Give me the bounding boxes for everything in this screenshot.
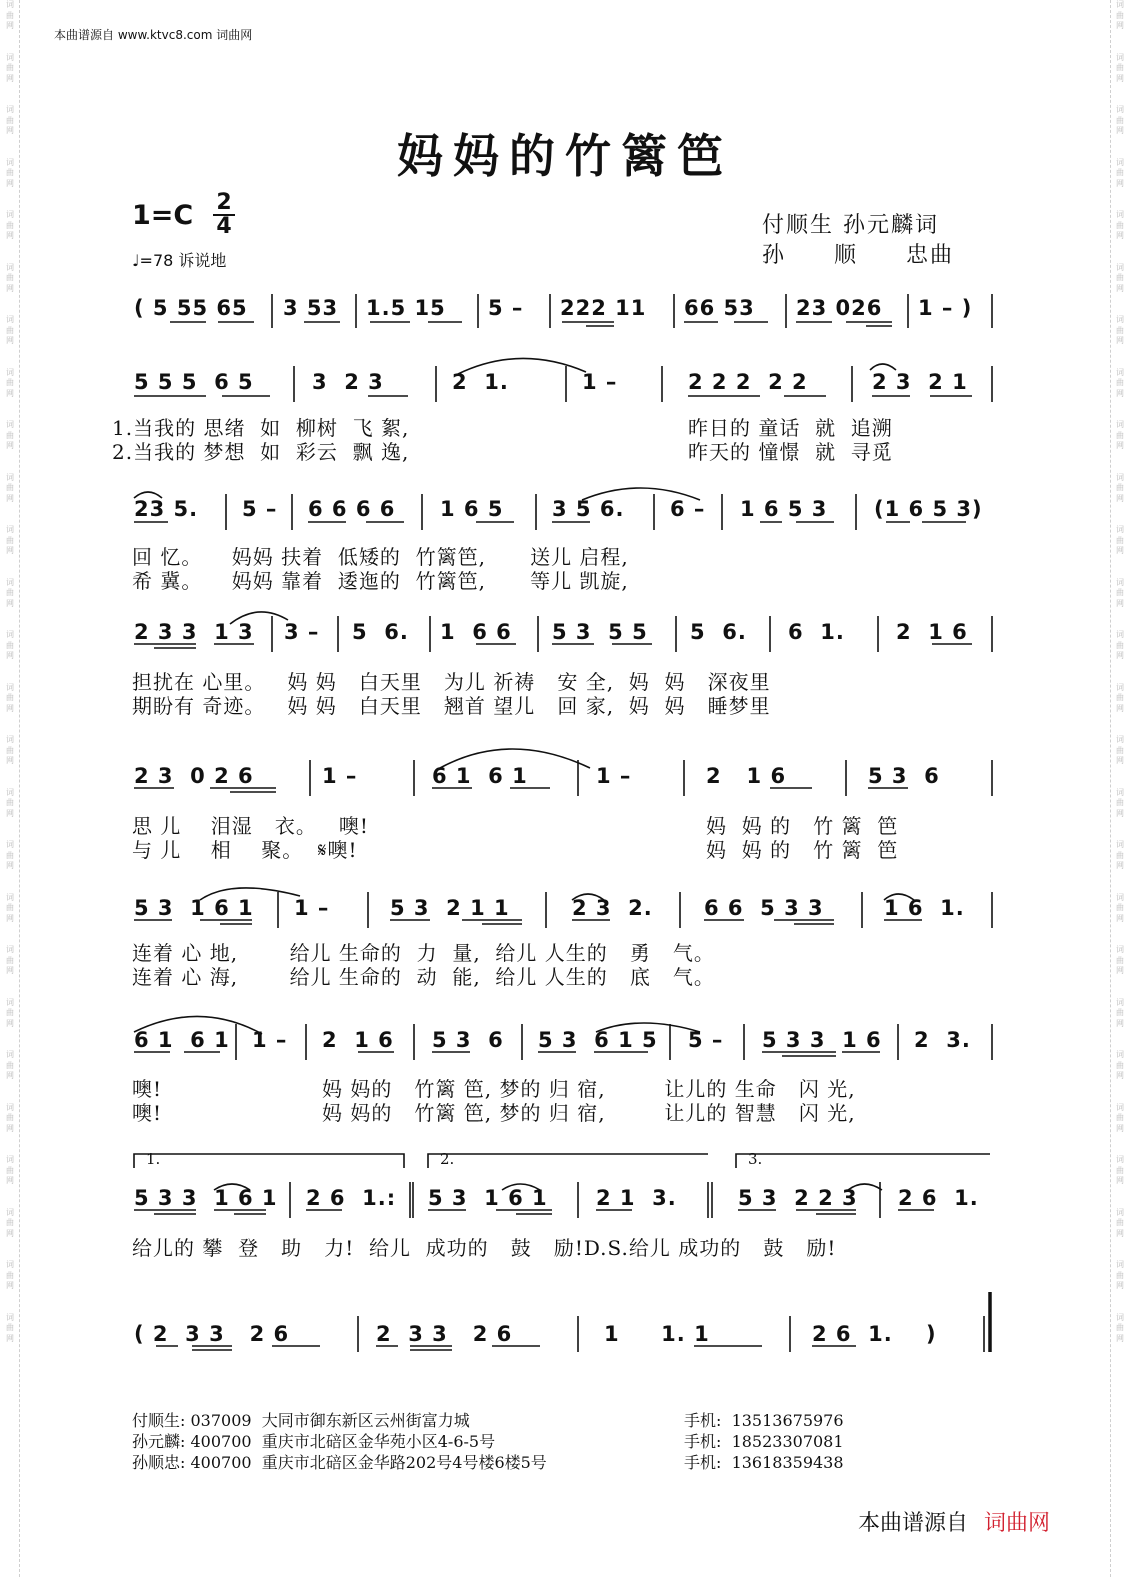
lyric-phrase: 噢! [132,1101,163,1125]
notation-measure: 5 3 1 6 1 [134,896,254,920]
contact-address: 孙元麟: 400700 重庆市北碚区金华苑小区4-6-5号 [132,1432,496,1451]
notation-measure: 3 – [284,620,320,644]
footer-source [858,1506,1050,1537]
composer-credit: 孙 顺 忠曲 [762,243,955,268]
notation-measure: 3 53 [283,296,339,320]
notation-measure: 1.5 15 [366,296,446,320]
lyric-phrase: 给儿的 攀 登 助 力! 给儿 成功的 鼓 励!D.S.给儿 成功的 鼓 励! [132,1236,837,1260]
notation-measure: 1 – ) [918,296,973,320]
lyric-phrase: 思 儿 泪湿 衣。 噢! [132,814,369,838]
lyric-phrase: 妈 妈的 竹篱 笆, 梦的 归 宿, 让儿的 生命 闪 光, [322,1077,856,1101]
footer-source-prefix: 本曲谱源自 [858,1511,969,1536]
notation-measure: 6 6 6 6 [308,497,396,521]
key-signature: 1=C [132,200,194,231]
notation-measure: 1 6 5 [440,497,504,521]
lyric-phrase: 1.当我的 思绪 如 柳树 飞 絮, [112,416,410,440]
notation-measure: 222 11 [560,296,647,320]
notation-measure: 2 3 2. [572,896,653,920]
contact-phone: 手机: 18523307081 [684,1432,844,1451]
notation-measure: 5 6. [690,620,747,644]
notation-measure: 5 6. [352,620,409,644]
notation-measure: 23 026 [796,296,883,320]
notation-measure: 1 – [322,764,358,788]
watermark-strip-left: 词 曲 网 词 曲 网 词 曲 网 词 曲 网 词 曲 网 词 曲 网 词 曲 网 词 曲 网 词 曲 网 词 曲 网 词 曲 网 词 曲 网 词 曲 网 词 曲 网 词 曲 网 词 曲 网 词 曲 网 词 曲 网 词 曲 网 词 曲 网 词 曲 网 词 曲 网 词 曲 网 词 曲 网 词 曲 网 词 曲 网 [1,0,20,1577]
notation-measure: 5 3 3 1 6 [762,1028,882,1052]
notation-measure: 5 – [488,296,524,320]
notation-measure: 2 3 3 2 6 [376,1322,513,1346]
notation-measure: 5 3 2 1 1 [390,896,510,920]
lyric-phrase: 昨日的 童话 就 追溯 [688,416,893,440]
lyric-phrase: 回 忆。 妈妈 扶着 低矮的 竹篱笆, 送儿 启程, [132,545,629,569]
lyric-phrase: 妈 妈的 竹篱 笆, 梦的 归 宿, 让儿的 智慧 闪 光, [322,1101,856,1125]
lyric-phrase: 妈 妈 的 竹 篱 笆 [706,814,899,838]
contact-address: 付顺生: 037009 大同市御东新区云州街富力城 [132,1411,470,1430]
notation-measure: 1 – [582,370,618,394]
notation-measure: 66 53 [684,296,755,320]
notation-measure: 1 6 5 3 [740,497,828,521]
notation-measure: 2 3 3 1 3 [134,620,254,644]
meter-top: 2 [216,190,232,215]
lyric-phrase: 妈 妈 的 竹 篱 笆 [706,838,899,862]
lyric-phrase: 昨天的 憧憬 就 寻觅 [688,440,893,464]
notation-measure: 2 2 2 2 2 [688,370,808,394]
notation-measure: 6 1 6 1 [134,1028,230,1052]
lyric-phrase: 期盼有 奇迹。 妈 妈 白天里 翘首 望儿 回 家, 妈 妈 睡梦里 [132,694,771,718]
notation-measure: 2 1 6 [706,764,787,788]
lyric-phrase: 噢! [132,1077,163,1101]
notation-measure: 3 5 6. [552,497,625,521]
notation-measure: 1 – [596,764,632,788]
notation-measure: 5 3 6 1 5 [538,1028,658,1052]
tempo-marking: ♩=78 诉说地 [132,251,227,270]
header-source-text: 本曲谱源自 www.ktvc8.com 词曲网 [54,28,253,42]
notation-measure: 5 3 1 6 1 [428,1186,548,1210]
volta-ending-label: 1. [146,1150,161,1168]
notation-measure: 2 3 2 1 [872,370,968,394]
notation-measure: 1 6 1. [884,896,965,920]
notation-measure: 5 – [242,497,278,521]
notation-measure: 2 3 0 2 6 [134,764,254,788]
notation-measure: 2 1 6 [896,620,968,644]
contact-address: 孙顺忠: 400700 重庆市北碚区金华路202号4号楼6楼5号 [132,1453,547,1472]
notation-measure: 2 6 1. [898,1186,979,1210]
notation-measure: 6 – [670,497,706,521]
contact-phone: 手机: 13618359438 [684,1453,844,1472]
notation-measure: 1 1. 1 [604,1322,710,1346]
footer-source-brand[interactable]: 词曲网 [984,1511,1051,1536]
notation-measure: 2 1 6 [322,1028,394,1052]
lyric-phrase: 担扰在 心里。 妈 妈 白天里 为儿 祈祷 安 全, 妈 妈 深夜里 [132,670,771,694]
volta-ending-label: 3. [748,1150,763,1168]
lyric-phrase: 2.当我的 梦想 如 彩云 飘 逸, [112,440,410,464]
notation-measure: 2 3. [914,1028,971,1052]
lyricist-credit: 付顺生 孙元麟词 [762,213,939,238]
notation-measure: 6 1 6 1 [432,764,528,788]
notation-measure: 1 – [252,1028,288,1052]
notation-measure: 2 6 1.: [306,1186,397,1210]
notation-measure: 5 3 2 2 3 [738,1186,858,1210]
notation-measure: (1 6 5 3) [874,497,983,521]
notation-measure: 6 1. [788,620,845,644]
watermark-strip-right: 词 曲 网 词 曲 网 词 曲 网 词 曲 网 词 曲 网 词 曲 网 词 曲 网 词 曲 网 词 曲 网 词 曲 网 词 曲 网 词 曲 网 词 曲 网 词 曲 网 词 曲 网 词 曲 网 词 曲 网 词 曲 网 词 曲 网 词 曲 网 词 曲 网 词 曲 网 词 曲 网 词 曲 网 词 曲 网 词 曲 网 [1110,0,1129,1577]
notation-measure: 5 3 6 [432,1028,504,1052]
notation-measure: 3 2 3 [312,370,384,394]
notation-measure: 5 3 3 1 6 1 [134,1186,278,1210]
lyric-phrase: 连着 心 地, 给儿 生命的 力 量, 给儿 人生的 勇 气。 [132,941,715,965]
notation-measure: 5 5 5 6 5 [134,370,254,394]
notation-measure: 2 1. [452,370,509,394]
volta-ending-label: 2. [440,1150,455,1168]
notation-measure: 5 – [688,1028,724,1052]
notation-measure: 2 1 3. [596,1186,677,1210]
notation-measure: 1 – [294,896,330,920]
lyric-phrase: 与 儿 相 聚。 𝄋噢! [132,838,358,862]
notation-measure: 5 3 6 [868,764,940,788]
meter-bottom: 4 [216,214,232,239]
notation-measure: ( 5 55 65 [134,296,248,320]
notation-measure: 5 3 5 5 [552,620,648,644]
notation-measure: ( 2 3 3 2 6 [134,1322,290,1346]
song-title: 妈妈的竹篱笆 [397,129,733,183]
notation-measure: 1 6 6 [440,620,512,644]
notation-measure: 23 5. [134,497,199,521]
lyric-phrase: 希 冀。 妈妈 靠着 逶迤的 竹篱笆, 等儿 凯旋, [132,569,629,593]
notation-measure: 6 6 5 3 3 [704,896,824,920]
lyric-phrase: 连着 心 海, 给儿 生命的 动 能, 给儿 人生的 底 气。 [132,965,715,989]
contact-phone: 手机: 13513675976 [684,1411,844,1430]
notation-measure: 2 6 1. ) [812,1322,937,1346]
